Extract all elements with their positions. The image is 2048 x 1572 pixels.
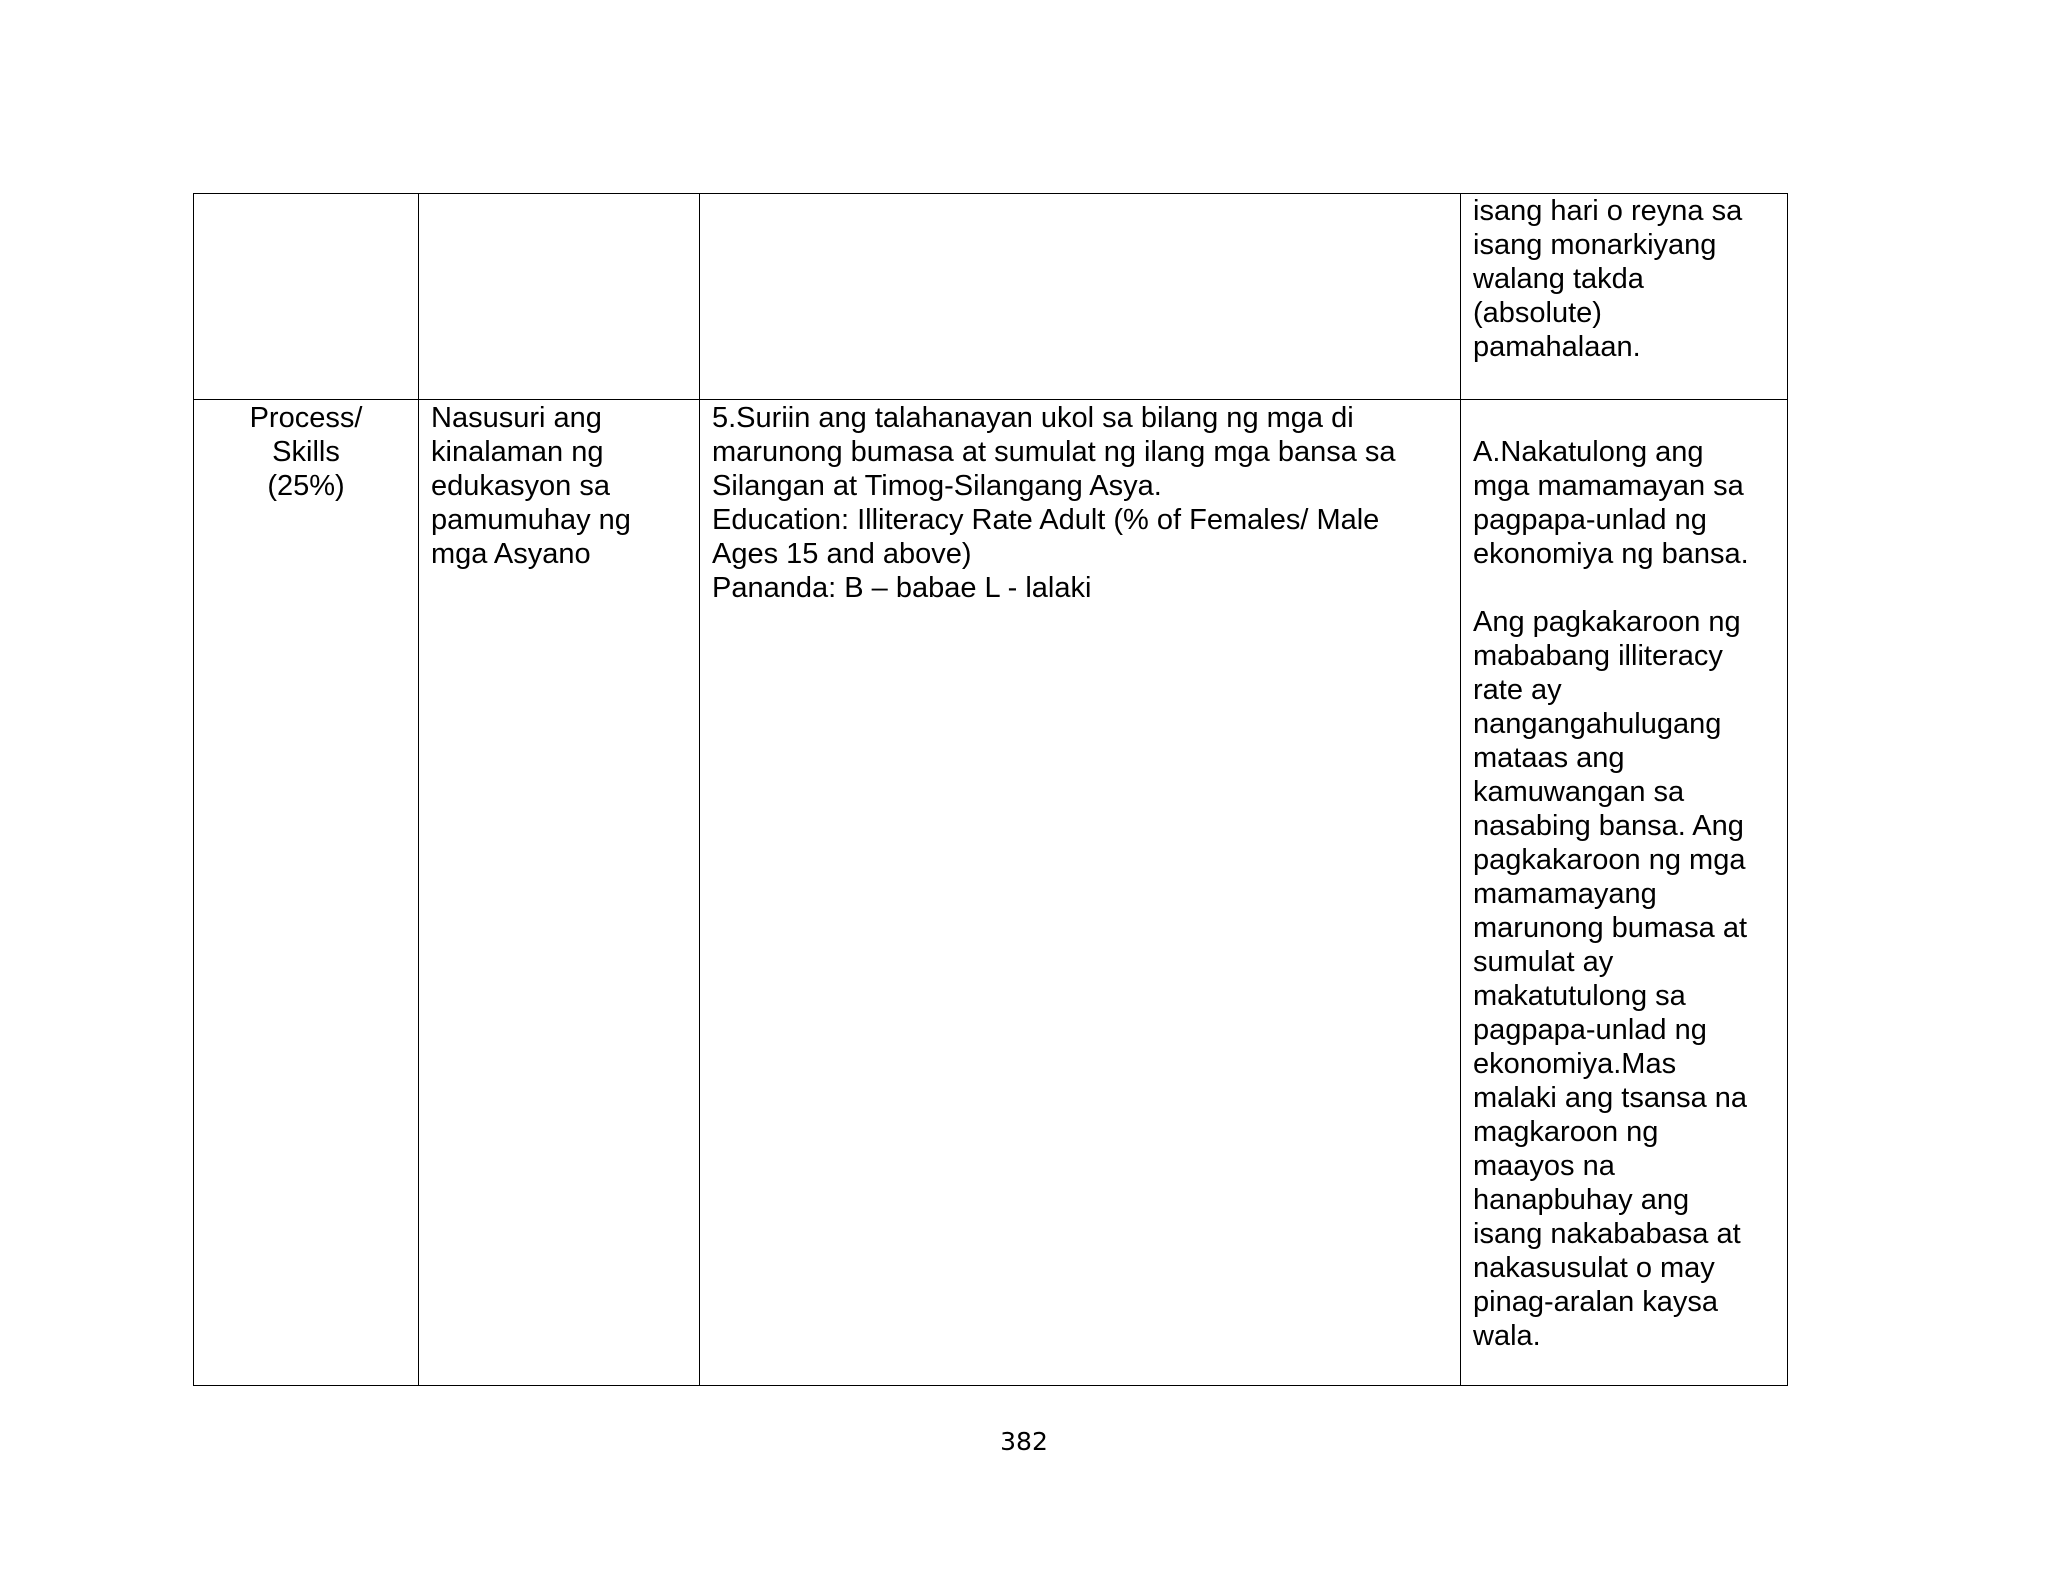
page-number: 382 [1000,1427,1048,1456]
table-row [194,194,1788,400]
table-row [194,400,1788,1386]
paragraph-gap [1473,571,1775,605]
table-cell-answer: isang hari o reyna sa isang monarkiyang walang takda (absolute) pamahalaan. [1461,194,1788,400]
answer-paragraph-b: Ang pagkakaroon ng mababang illiteracy rate ay nangangahulugang mataas ang kamuwangan sa nasabing bansa. Ang pagkakaroon ng mga mamamayang marunong bumasa at sumulat ay makatutulong sa pagpapa-unlad ng ekonomiya.Mas malaki ang tsansa na magkaroon ng maayos na hanapbuhay ang isang nakababasa at nakasusulat o may pinag-aralan kaysa wala. [1473,606,1748,1352]
table-cell-competency: Nasusuri ang kinalaman ng edukasyon sa pamumuhay ng mga Asyano [419,400,700,1386]
table-cell-item: 5.Suriin ang talahanayan ukol sa bilang ng mga di marunong bumasa at sumulat ng ilang mga bansa sa Silangan at Timog-Silangang Asya. Education: Illiteracy Rate Adult (% of Females/ Male Ages 15 and above) Pananda: B – babae L - lalaki [700,400,1461,1386]
table-cell-answer [1461,400,1788,1386]
assessment-table [193,193,1788,1386]
answer-paragraph-a: A.Nakatulong ang mga mamamayan sa pagpapa-unlad ng ekonomiya ng bansa. [1473,436,1749,570]
table-cell-item [700,194,1461,400]
table-cell-area [194,194,419,400]
table-cell-competency [419,194,700,400]
table-cell-area: Process/ Skills (25%) [194,400,419,1386]
